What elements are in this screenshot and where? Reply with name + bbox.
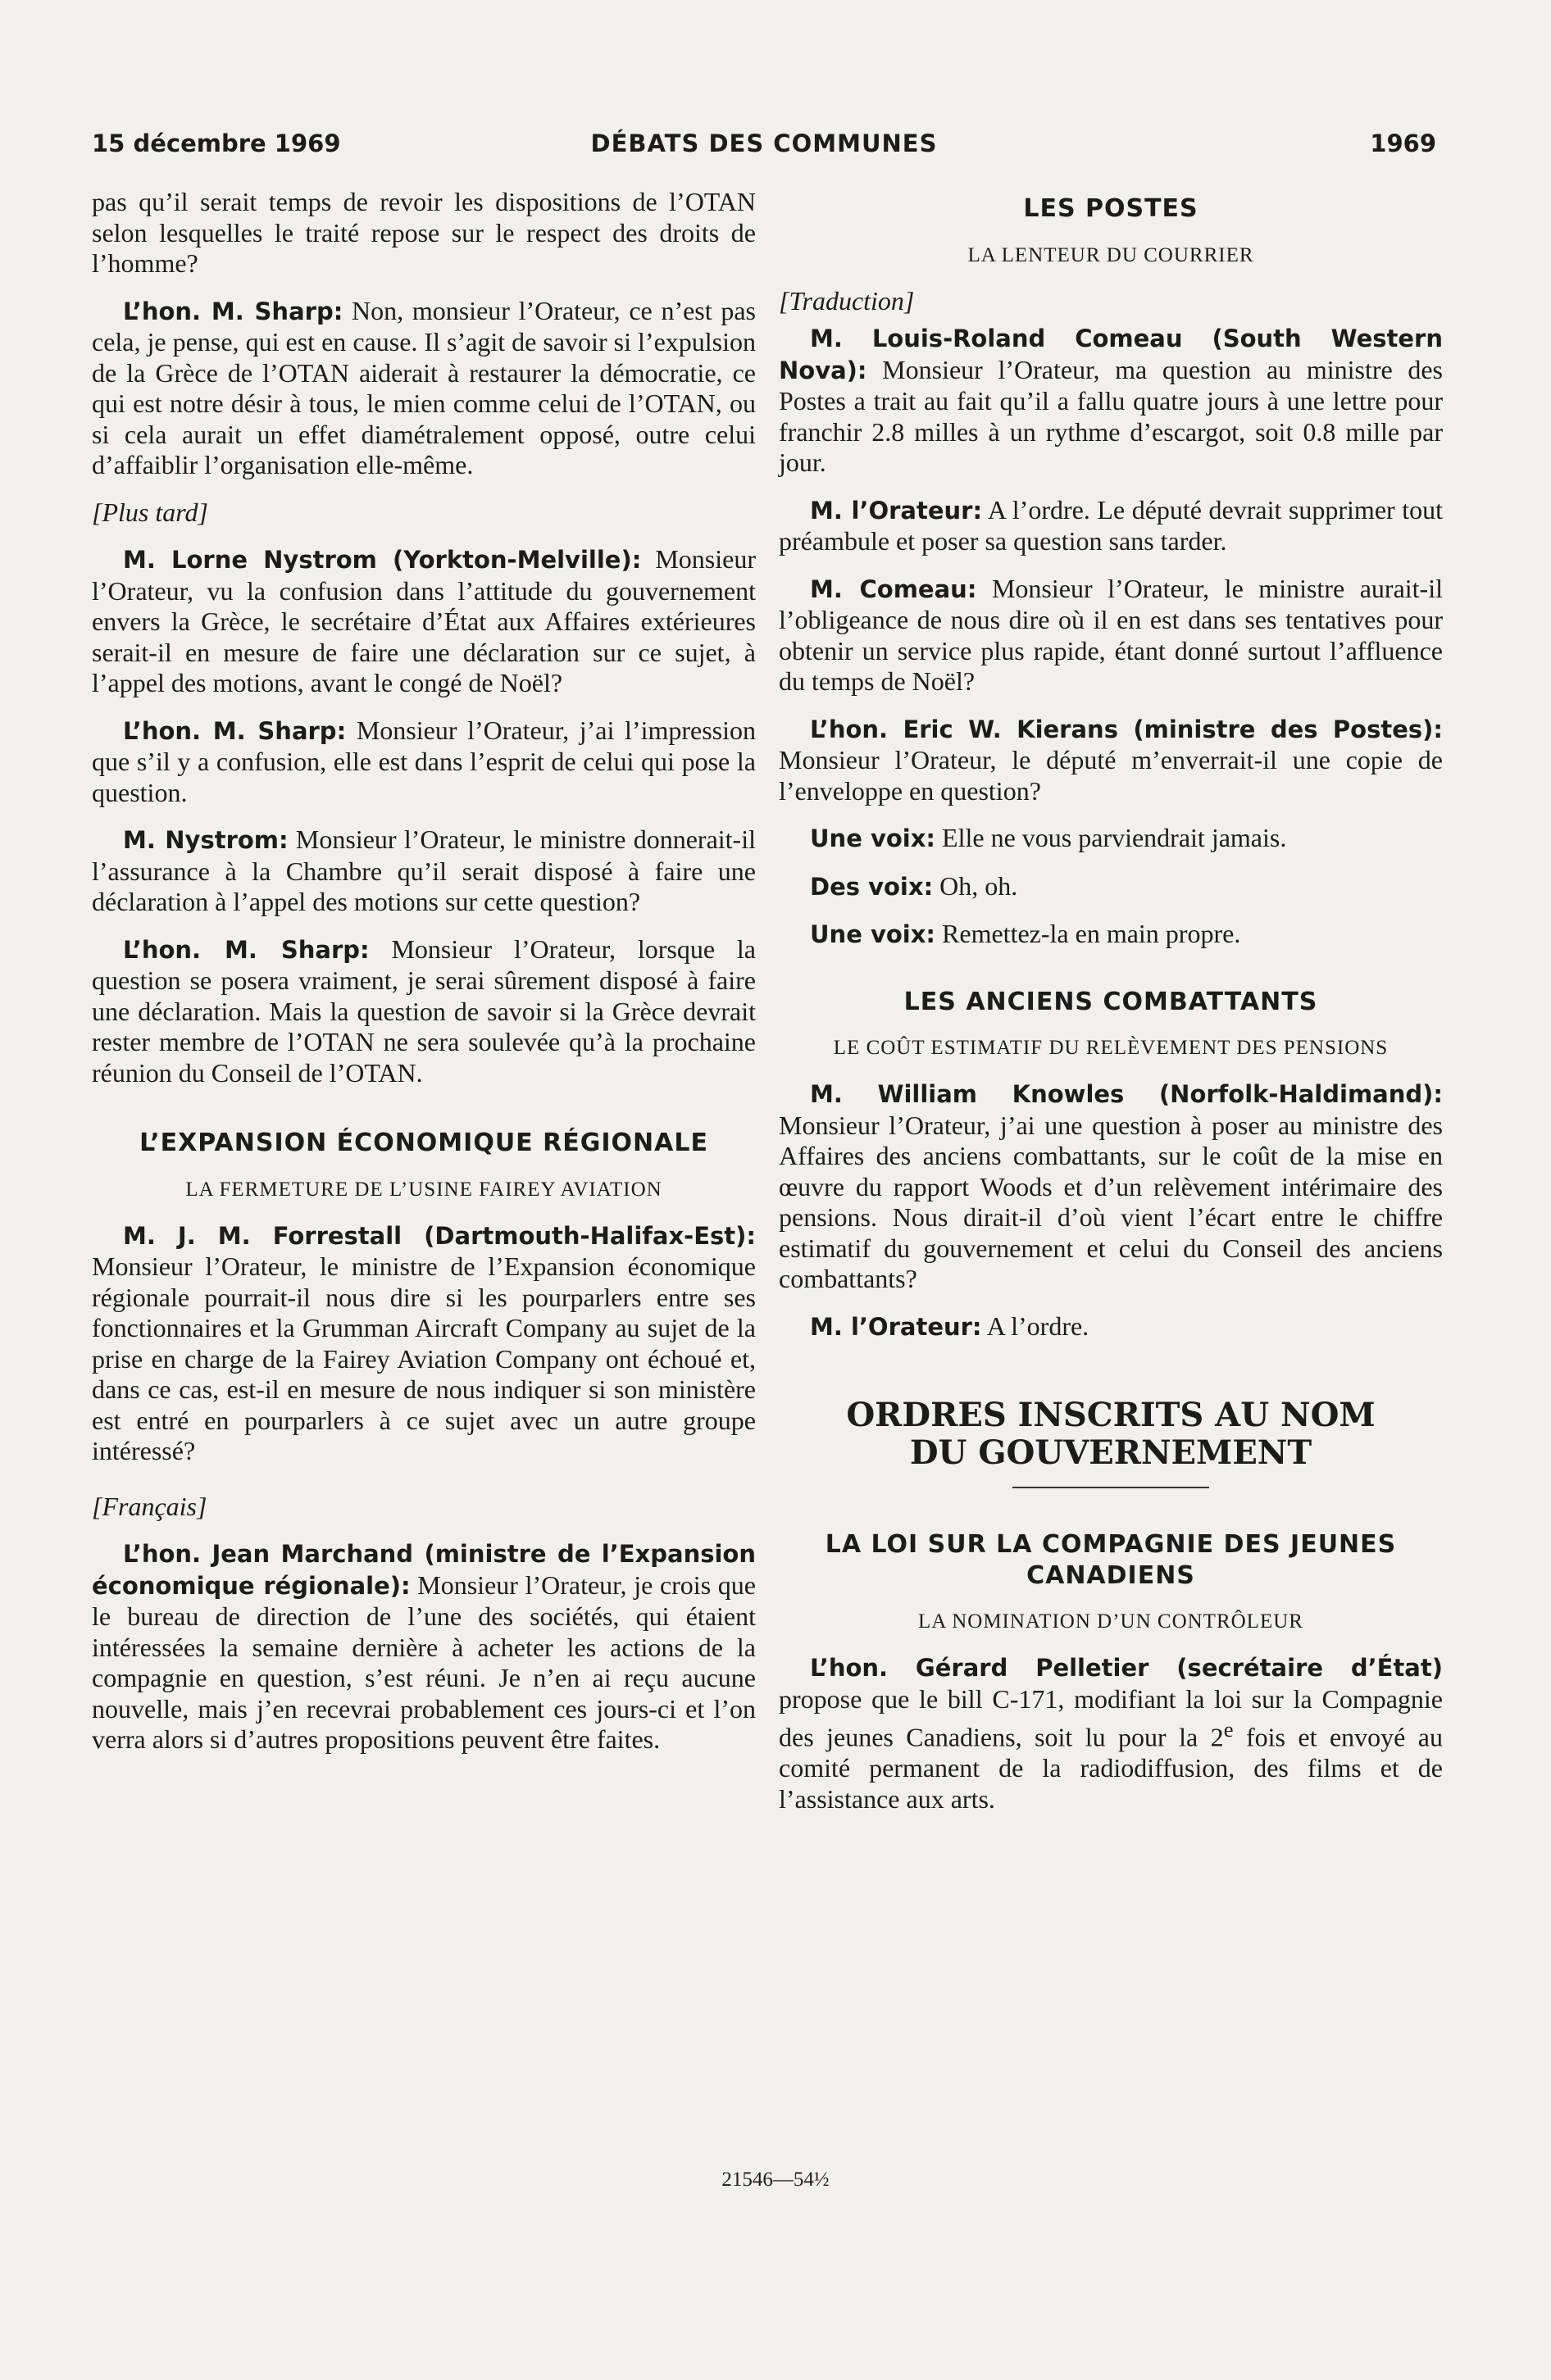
paragraph: Une voix: Elle ne vous parviendrait jamais.: [810, 823, 1287, 852]
speaker: L’hon. M. Sharp:: [123, 297, 343, 325]
subsection-heading: LA NOMINATION D’UN CONTRÔLEUR: [918, 1610, 1303, 1633]
speaker: Une voix:: [810, 920, 936, 948]
paragraph: Des voix: Oh, oh.: [810, 870, 1018, 901]
speaker: L’hon. M. Sharp:: [123, 716, 347, 745]
paragraph: L’hon. Eric W. Kierans (ministre des Postes): Monsieur l’Orateur, le député m’enverrait-il une copie de l’enveloppe en question?: [779, 715, 1443, 806]
section-tag: [Plus tard]: [92, 497, 208, 527]
paragraph: L’hon. Gérard Pelletier (secrétaire d’État) propose que le bill C-171, modifiant la loi sur la Compagnie des jeunes Canadiens, soit lu pour la 2e fois et envoyé au comité permanent de la radiodiffusion, des films et de l’assistance aux arts.: [779, 1654, 1444, 1814]
speaker: M. Nystrom:: [123, 826, 289, 854]
header-year: 1969: [1370, 129, 1436, 157]
speaker: L’hon. Jean Marchand (ministre de l’Expansion économique régionale):: [92, 1540, 756, 1600]
heading-divider: [1012, 1487, 1209, 1488]
section-heading: LA LOI SUR LA COMPAGNIE DES JEUNES CANADIENS: [825, 1530, 1397, 1590]
paragraph: M. Nystrom: Monsieur l’Orateur, le ministre donnerait-il l’assurance à la Chambre qu’il serait disposé à faire une déclaration à l’appel des motions sur cette question?: [92, 824, 756, 916]
speaker: Une voix:: [810, 824, 936, 852]
subsection-heading: LA LENTEUR DU COURRIER: [967, 243, 1254, 266]
paragraph: pas qu’il serait temps de revoir les dispositions de l’OTAN selon lesquelles le traité repose sur le respect des droits de l’homme?: [92, 187, 756, 278]
page-header: [92, 129, 1436, 169]
paragraph: M. William Knowles (Norfolk-Haldimand): Monsieur l’Orateur, j’ai une question à poser au ministre des Affaires des anciens combattants, sur le coût de la mise en œuvre du rapport Woods et d’un relèvement intérimaire des pensions. Nous dirait-il d’où vient l’écart entre le chiffre estimatif du gouvernement et celui du Conseil des anciens combattants?: [779, 1080, 1443, 1293]
paragraph: L’hon. M. Sharp: Non, monsieur l’Orateur, ce n’est pas cela, je pense, qui est en cause. Il s’agit de savoir si l’expulsion de la Grèce de l’OTAN aiderait à restaurer la démocratie, ce qui est notre désir à tous, le mien comme celui de l’OTAN, ou si cela aurait un effet diamétralement opposé, outre celui d’affaiblir l’organisation elle-même.: [92, 295, 757, 479]
speaker: Des voix:: [810, 872, 934, 901]
header-title: DÉBATS DES COMMUNES: [590, 129, 938, 157]
speaker: M. J. M. Forrestall (Dartmouth-Halifax-Est):: [123, 1221, 756, 1250]
speaker: L’hon. Eric W. Kierans (ministre des Postes):: [810, 715, 1443, 743]
page-footer-code: 21546—54½: [721, 2169, 830, 2191]
paragraph: M. l’Orateur: A l’ordre. Le député devrait supprimer tout préambule et poser sa question sans tarder.: [779, 494, 1444, 556]
header-date: 15 décembre 1969: [92, 129, 341, 157]
section-heading: LES POSTES: [1023, 194, 1198, 223]
paragraph: M. l’Orateur: A l’ordre.: [810, 1310, 1089, 1341]
speaker: M. l’Orateur:: [810, 1312, 982, 1341]
paragraph: Une voix: Remettez-la en main propre.: [810, 919, 1241, 948]
right-column: [779, 187, 1443, 1831]
paragraph: L’hon. M. Sharp: Monsieur l’Orateur, lorsque la question se posera vraiment, je serai sûrement disposé à faire une déclaration. Mais la question de savoir si la Grèce devrait rester membre de l’OTAN ne sera soulevée qu’à la prochaine réunion du Conseil de l’OTAN.: [92, 933, 756, 1088]
speaker: M. Louis-Roland Comeau (South Western Nova):: [779, 325, 1443, 384]
speaker: L’hon. Gérard Pelletier (secrétaire d’État): [810, 1654, 1443, 1682]
subsection-heading: LE COÛT ESTIMATIF DU RELÈVEMENT DES PENSIONS: [833, 1037, 1389, 1059]
speaker: M. Lorne Nystrom (Yorkton-Melville):: [123, 546, 642, 574]
speaker: M. l’Orateur:: [810, 496, 983, 525]
left-column: [92, 187, 756, 1772]
section-heading: LES ANCIENS COMBATTANTS: [903, 987, 1318, 1016]
speaker: M. William Knowles (Norfolk-Haldimand):: [810, 1080, 1443, 1108]
section-heading: L’EXPANSION ÉCONOMIQUE RÉGIONALE: [139, 1129, 708, 1157]
paragraph: M. J. M. Forrestall (Dartmouth-Halifax-Est): Monsieur l’Orateur, le ministre de l’Expansion économique régionale pourrait-il nous dire si les pourparlers entre ses fonctionnaires et la Grumman Aircraft Company au sujet de la prise en charge de la Fairey Aviation Company ont échoué et, dans ce cas, est-il en mesure de nous indiquer si son ministère est entré en pourparlers à ce sujet avec un autre groupe intéressé?: [92, 1221, 756, 1465]
speaker: L’hon. M. Sharp:: [123, 935, 370, 964]
paragraph: L’hon. Jean Marchand (ministre de l’Expansion économique régionale): Monsieur l’Orateur, je crois que le bureau de direction de l’une des sociétés, qui étaient intéressées la semaine dernière à acheter les actions de la compagnie en question, s’est réuni. Je n’en ai reçu aucune nouvelle, mais j’en recevrai probablement ces jours-ci et l’on verra alors si d’autres propositions peuvent être faites.: [92, 1540, 757, 1754]
speaker: M. Comeau:: [810, 575, 977, 603]
section-tag: [Français]: [92, 1491, 207, 1521]
subsection-heading: LA FERMETURE DE L’USINE FAIREY AVIATION: [185, 1178, 662, 1201]
section-tag: [Traduction]: [779, 285, 915, 316]
paragraph: M. Louis-Roland Comeau (South Western Nova): Monsieur l’Orateur, ma question au ministre des Postes a trait au fait qu’il a fallu quatre jours à une lettre pour franchir 2.8 milles à un rythme d’escargot, soit 0.8 mille par jour.: [779, 325, 1443, 477]
order-heading: ORDRES INSCRITS AU NOM DU GOUVERNEMENT: [846, 1396, 1376, 1472]
paragraph: L’hon. M. Sharp: Monsieur l’Orateur, j’ai l’impression que s’il y a confusion, elle est dans l’esprit de celui qui pose la question.: [92, 715, 756, 807]
paragraph: M. Comeau: Monsieur l’Orateur, le ministre aurait-il l’obligeance de nous dire où il en est dans ses tentatives pour obtenir un service plus rapide, étant donné surtout l’affluence du temps de Noël?: [779, 573, 1443, 696]
paragraph: M. Lorne Nystrom (Yorkton-Melville): Monsieur l’Orateur, vu la confusion dans l’attitude du gouvernement envers la Grèce, le secrétaire d’État aux Affaires extérieures serait-il en mesure de faire une déclaration sur ce sujet, à l’appel des motions, avant le congé de Noël?: [92, 544, 756, 697]
